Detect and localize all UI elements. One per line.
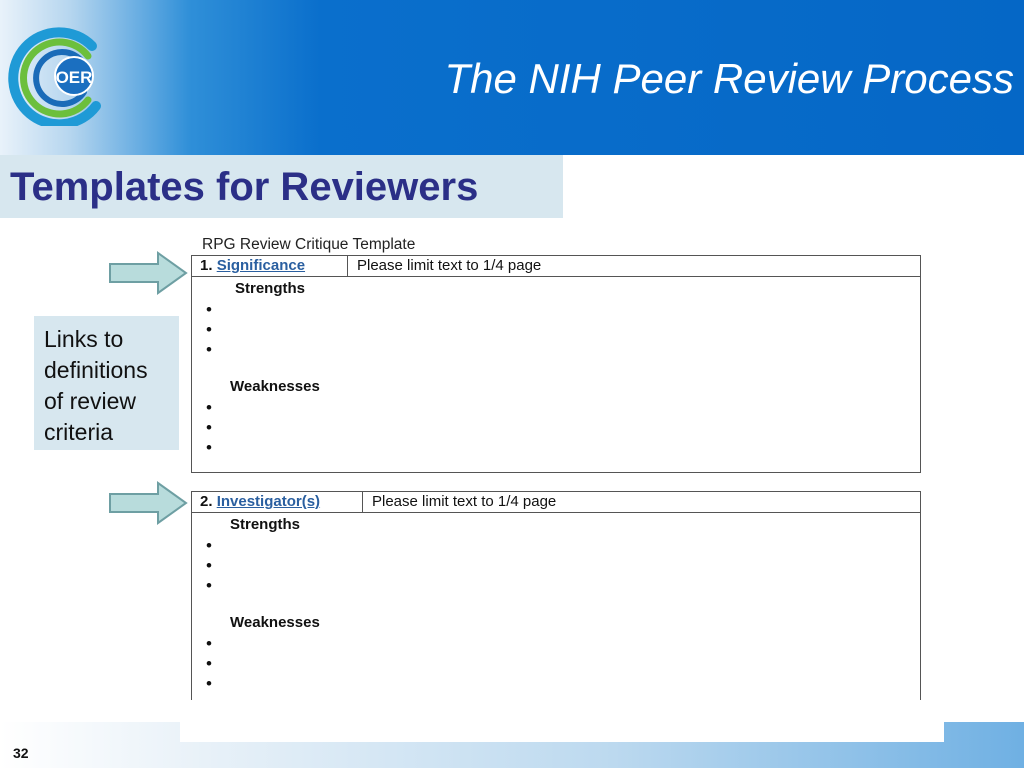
significance-link[interactable]: Significance xyxy=(216,257,306,274)
strengths-label: Strengths xyxy=(230,516,301,533)
bullet: • xyxy=(206,536,212,555)
content-backdrop xyxy=(180,700,944,742)
critique-section-investigators xyxy=(191,491,921,709)
header-divider xyxy=(362,492,363,512)
bullet: • xyxy=(206,634,212,653)
investigators-link[interactable]: Investigator(s) xyxy=(216,493,321,510)
callout-box xyxy=(34,316,179,450)
section-heading xyxy=(200,492,320,512)
header-banner xyxy=(0,0,1024,155)
section-header-row xyxy=(192,256,920,277)
callout-line: definitions xyxy=(44,357,148,383)
bullet: • xyxy=(206,654,212,673)
critique-section-significance xyxy=(191,255,921,473)
weaknesses-label: Weaknesses xyxy=(230,614,320,631)
header-divider xyxy=(347,256,348,276)
bullet: • xyxy=(206,438,212,457)
section-header-row xyxy=(192,492,920,513)
oer-logo xyxy=(4,26,112,126)
bullet: • xyxy=(206,576,212,595)
bullet: • xyxy=(206,300,212,319)
arrow-right-icon xyxy=(108,251,188,295)
bullet: • xyxy=(206,398,212,417)
section-heading xyxy=(200,256,305,276)
arrow-right-icon xyxy=(108,481,188,525)
callout-line: of review xyxy=(44,388,137,414)
slide-title: The NIH Peer Review Process xyxy=(444,55,1014,102)
bullet: • xyxy=(206,320,212,339)
template-caption: RPG Review Critique Template xyxy=(202,236,416,253)
page-limit-note: Please limit text to 1/4 page xyxy=(357,257,542,274)
section-title: Templates for Reviewers xyxy=(10,165,479,209)
callout-line: Links to xyxy=(44,326,124,352)
section-number: 2. xyxy=(200,493,213,510)
section-number: 1. xyxy=(200,257,213,274)
logo-text: OER xyxy=(55,68,93,87)
bullet: • xyxy=(206,674,212,693)
bullet: • xyxy=(206,340,212,359)
weaknesses-label: Weaknesses xyxy=(230,378,320,395)
bullet: • xyxy=(206,418,212,437)
callout-line: criteria xyxy=(44,419,114,445)
page-limit-note: Please limit text to 1/4 page xyxy=(372,493,557,510)
bullet: • xyxy=(206,556,212,575)
strengths-label: Strengths xyxy=(235,280,306,297)
page-number: 32 xyxy=(13,745,29,761)
